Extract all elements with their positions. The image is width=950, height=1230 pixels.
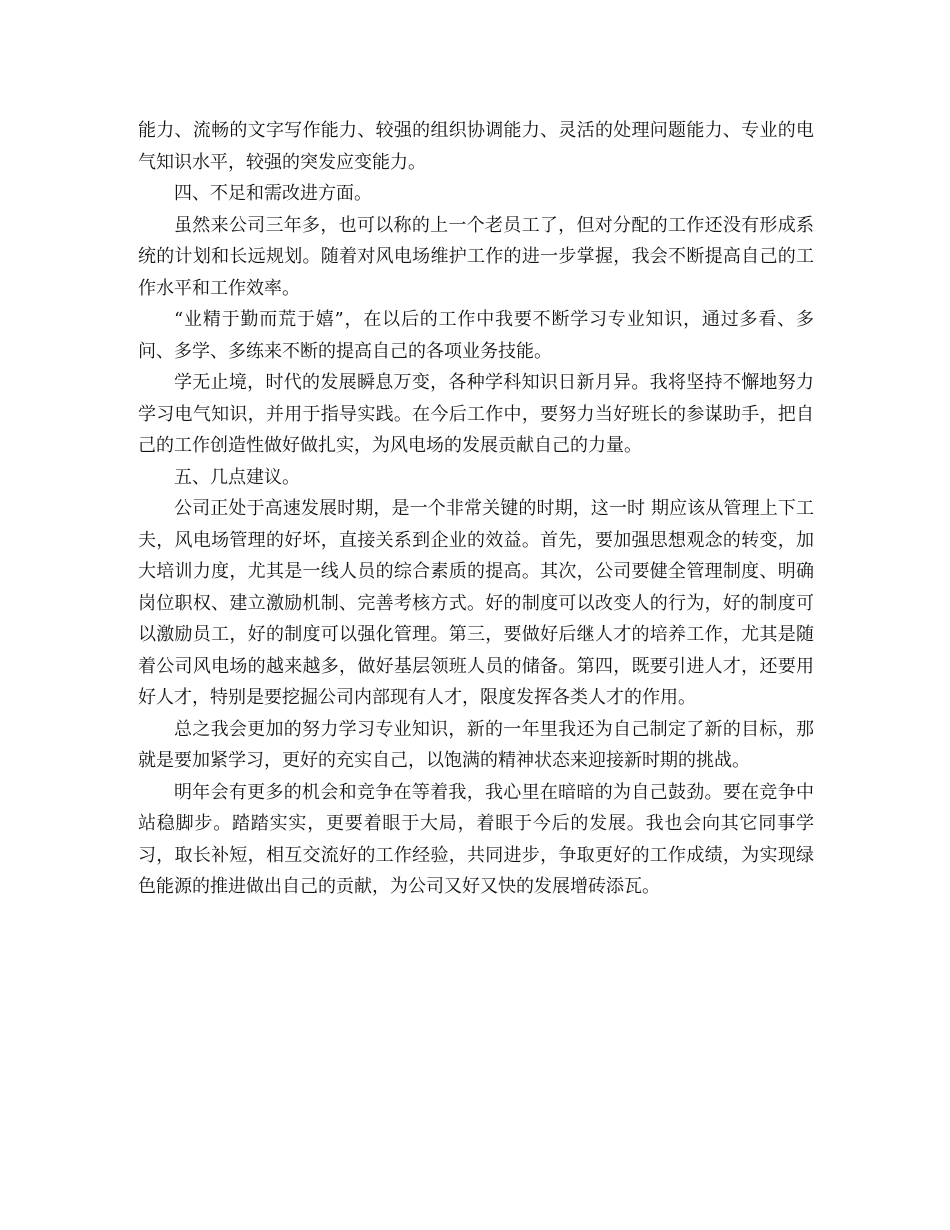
paragraph-shortcomings: 虽然来公司三年多，也可以称的上一个老员工了，但对分配的工作还没有形成系统的计划和长远规划。随着对风电场维护工作的进一步掌握，我会不断提高自己的工作水平和工作效率。 (138, 214, 814, 299)
section-heading-4: 四、不足和需改进方面。 (174, 183, 372, 204)
paragraph-summary: 总之我会更加的努力学习专业知识，新的一年里我还为自己制定了新的目标，那就是要加紧学习，更好的充实自己，以饱满的精神状态来迎接新时期的挑战。 (138, 718, 814, 771)
paragraph-quote: “业精于勤而荒于嬉”，在以后的工作中我要不断学习专业知识，通过多看、多问、多学、多练来不断的提高自己的各项业务技能。 (138, 309, 814, 362)
document-page (138, 115, 814, 903)
section-heading-5: 五、几点建议。 (174, 466, 300, 488)
paragraph-suggestions: 公司正处于高速发展时期，是一个非常关键的时期，这一时 期应该从管理上下工夫，风电场管理的好坏，直接关系到企业的效益。首先，要加强思想观念的转变，加大培训力度，尤其是一线人员的综合素质的提高。其次，公司要健全管理制度、明确岗位职权、建立激励机制、完善考核方式。好的制度可以改变人的行为，好的制度可以激励员工，好的制度可以强化管理。第三，要做好后继人才的培养工作，尤其是随着公司风电场的越来越多，做好基层领班人员的储备。第四，既要引进人才，还要用好人才，特别是要挖掘公司内部现有人才，限度发挥各类人才的作用。 (138, 498, 814, 708)
paragraph-outlook: 明年会有更多的机会和竞争在等着我，我心里在暗暗的为自己鼓劲。要在竞争中站稳脚步。踏踏实实，更要着眼于大局，着眼于今后的发展。我也会向其它同事学习，取长补短，相互交流好的工作经验，共同进步，争取更好的工作成绩，为实现绿色能源的推进做出自己的贡献，为公司又好又快的发展增砖添瓦。 (138, 781, 814, 897)
paragraph-continuation: 能力、流畅的文字写作能力、较强的组织协调能力、灵活的处理问题能力、专业的电气知识水平，较强的突发应变能力。 (138, 120, 814, 173)
paragraph-learning: 学无止境，时代的发展瞬息万变，各种学科知识日新月异。我将坚持不懈地努力学习电气知识，并用于指导实践。在今后工作中，要努力当好班长的参谋助手，把自己的工作创造性做好做扎实，为风电场的发展贡献自己的力量。 (138, 372, 814, 456)
